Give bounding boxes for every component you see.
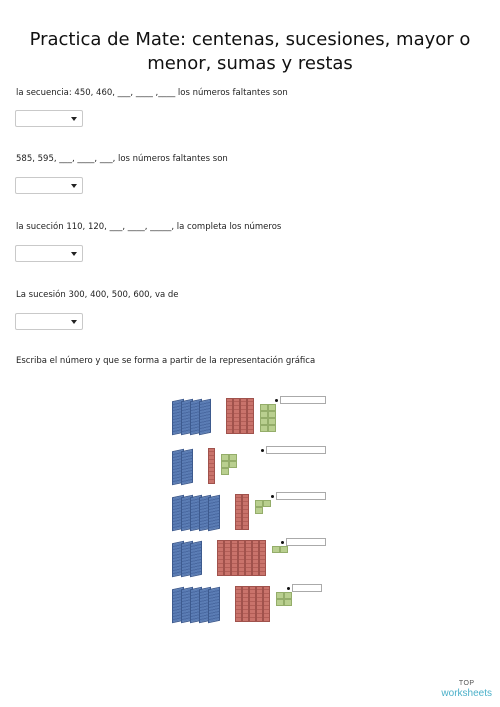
ten-rod	[263, 586, 270, 622]
one-cube	[260, 418, 268, 425]
chevron-down-icon	[71, 252, 77, 256]
page-title: Practica de Mate: centenas, sucesiones, mayor o menor, sumas y restas	[29, 29, 471, 74]
ten-rod	[245, 540, 252, 576]
ten-rod	[259, 540, 266, 576]
question-2-dropdown[interactable]	[15, 177, 83, 194]
one-cube	[272, 546, 280, 553]
hundred-block	[190, 541, 202, 578]
ten-rod	[242, 494, 249, 530]
one-cube	[276, 599, 284, 606]
one-cube	[268, 425, 276, 432]
ten-rod	[249, 586, 256, 622]
question-4-text: La sucesión 300, 400, 500, 600, va de	[16, 290, 179, 300]
hundred-block	[208, 587, 220, 624]
one-cube	[229, 454, 237, 461]
answer-bullet	[281, 541, 284, 544]
one-cube	[268, 418, 276, 425]
answer-input-4[interactable]	[286, 538, 326, 546]
instruction-text: Escriba el número y que se forma a partir de la representación gráfica	[16, 356, 316, 366]
question-2-text: 585, 595, ___, ____, ___, los números faltantes son	[16, 154, 228, 164]
ten-rod	[242, 586, 249, 622]
hundred-block	[199, 399, 211, 436]
hundred-block	[181, 449, 193, 486]
answer-input-1[interactable]	[280, 396, 326, 404]
one-cube	[260, 411, 268, 418]
ten-rod	[235, 586, 242, 622]
one-cube	[221, 454, 229, 461]
ten-rod	[238, 540, 245, 576]
answer-bullet	[271, 495, 274, 498]
ten-rod	[247, 398, 254, 434]
question-1-dropdown[interactable]	[15, 110, 83, 127]
one-cube	[263, 500, 271, 507]
logo-top-text: TOP	[458, 680, 475, 687]
answer-input-2[interactable]	[266, 446, 326, 454]
one-cube	[268, 411, 276, 418]
ten-rod	[252, 540, 259, 576]
question-3-text: la suceción 110, 120, ___, ____, _____, la completa los números	[16, 222, 282, 232]
one-cube	[280, 546, 288, 553]
answer-input-3[interactable]	[276, 492, 326, 500]
answer-input-5[interactable]	[292, 584, 322, 592]
answer-bullet	[287, 587, 290, 590]
ten-rod	[208, 448, 215, 484]
one-cube	[221, 461, 229, 468]
ten-rod	[233, 398, 240, 434]
chevron-down-icon	[71, 184, 77, 188]
question-3-dropdown[interactable]	[15, 245, 83, 262]
one-cube	[284, 599, 292, 606]
one-cube	[255, 507, 263, 514]
one-cube	[255, 500, 263, 507]
topworksheets-logo	[441, 680, 492, 699]
hundred-block	[208, 495, 220, 532]
one-cube	[276, 592, 284, 599]
question-4-dropdown[interactable]	[15, 313, 83, 330]
chevron-down-icon	[71, 117, 77, 121]
logo-brand-text: worksheets	[441, 688, 492, 699]
answer-bullet	[275, 399, 278, 402]
ten-rod	[235, 494, 242, 530]
one-cube	[229, 461, 237, 468]
chevron-down-icon	[71, 320, 77, 324]
one-cube	[221, 468, 229, 475]
question-1-text: la secuencia: 450, 460, ___, ____ ,____ los números faltantes son	[16, 88, 288, 98]
one-cube	[268, 404, 276, 411]
ten-rod	[240, 398, 247, 434]
ten-rod	[217, 540, 224, 576]
base-ten-blocks-figure	[160, 388, 335, 628]
one-cube	[260, 404, 268, 411]
one-cube	[260, 425, 268, 432]
ten-rod	[224, 540, 231, 576]
answer-bullet	[261, 449, 264, 452]
ten-rod	[226, 398, 233, 434]
ten-rod	[231, 540, 238, 576]
ten-rod	[256, 586, 263, 622]
one-cube	[284, 592, 292, 599]
